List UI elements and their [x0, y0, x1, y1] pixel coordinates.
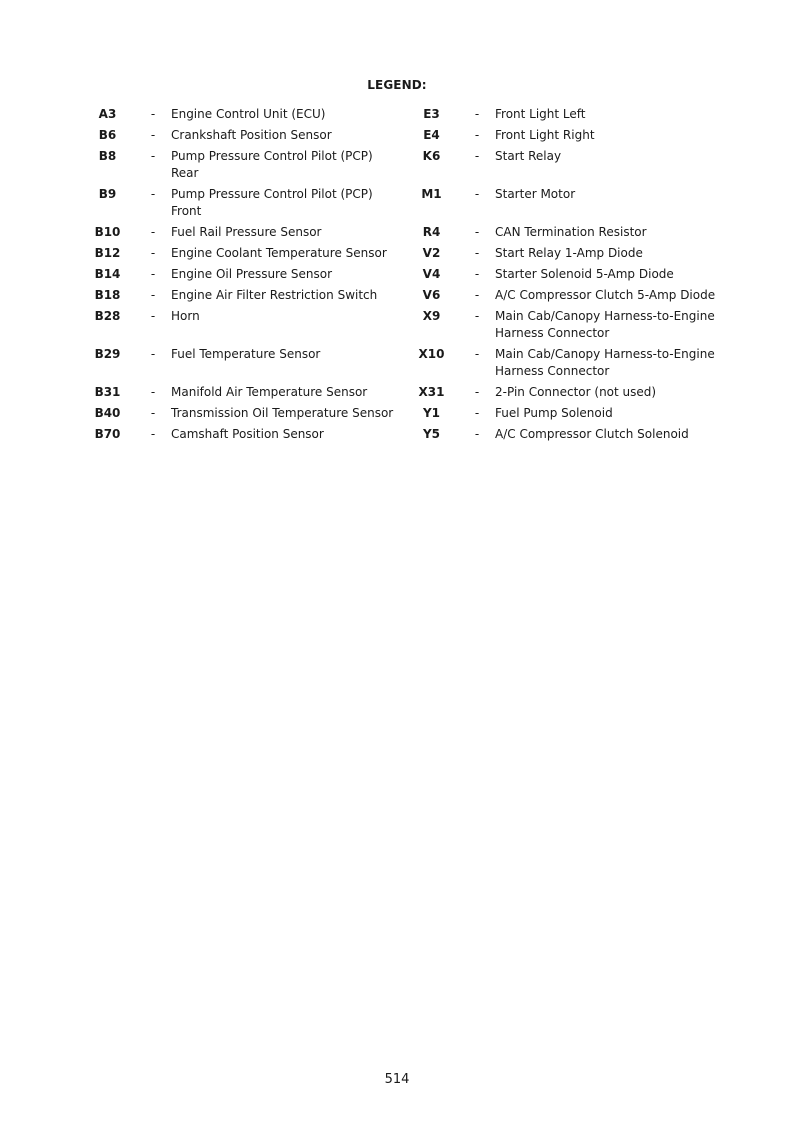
- legend-description: Horn: [171, 309, 200, 323]
- legend-description: Front Light Left: [495, 107, 586, 121]
- legend-code: V2: [422, 246, 441, 260]
- legend-code: X9: [422, 309, 441, 323]
- legend-separator: -: [474, 406, 480, 420]
- legend-description: Engine Oil Pressure Sensor: [171, 267, 333, 281]
- legend-separator: -: [474, 267, 480, 281]
- legend-row: [404, 426, 734, 447]
- legend-separator: -: [150, 246, 156, 260]
- legend-code: B70: [94, 427, 121, 441]
- legend-description: 2-Pin Connector (not used): [495, 385, 657, 399]
- page-number: 514: [384, 1072, 410, 1087]
- legend-row: [80, 405, 410, 426]
- legend-separator: -: [150, 128, 156, 142]
- legend-separator: -: [150, 267, 156, 281]
- legend-row: [80, 245, 410, 266]
- legend-description: Engine Air Filter Restriction Switch: [171, 288, 378, 302]
- legend-row: [404, 346, 734, 384]
- legend-code: E4: [423, 128, 440, 142]
- legend-separator: -: [474, 288, 480, 302]
- legend-description: Main Cab/Canopy Harness-to-Engine Harness Connector: [495, 309, 715, 340]
- legend-row: [404, 287, 734, 308]
- legend-separator: -: [474, 187, 480, 201]
- legend-row: [404, 148, 734, 186]
- legend-title: LEGEND:: [367, 78, 427, 92]
- legend-description: Engine Control Unit (ECU): [171, 107, 326, 121]
- legend-separator: -: [150, 427, 156, 441]
- legend-description: Crankshaft Position Sensor: [171, 128, 332, 142]
- legend-code: R4: [422, 225, 441, 239]
- legend-separator: -: [150, 187, 156, 201]
- legend-code: K6: [422, 149, 441, 163]
- legend-row: [80, 426, 410, 447]
- legend-description: Fuel Temperature Sensor: [171, 347, 321, 361]
- legend-separator: -: [150, 406, 156, 420]
- legend-description: Main Cab/Canopy Harness-to-Engine Harness Connector: [495, 347, 715, 378]
- legend-code: B18: [94, 288, 121, 302]
- legend-row: [404, 224, 734, 245]
- legend-row: [404, 127, 734, 148]
- legend-description: Fuel Pump Solenoid: [495, 406, 613, 420]
- legend-code: B40: [94, 406, 121, 420]
- legend-separator: -: [474, 427, 480, 441]
- legend-description: Transmission Oil Temperature Sensor: [171, 406, 394, 420]
- legend-row: [404, 245, 734, 266]
- legend-right-column: [404, 106, 734, 447]
- legend-separator: -: [150, 149, 156, 163]
- legend-description: Start Relay: [495, 149, 562, 163]
- legend-row: [80, 266, 410, 287]
- legend-description: Start Relay 1-Amp Diode: [495, 246, 643, 260]
- legend-description: Starter Solenoid 5-Amp Diode: [495, 267, 674, 281]
- legend-row: [404, 186, 734, 224]
- legend-row: [404, 266, 734, 287]
- legend-code: X31: [418, 385, 445, 399]
- legend-code: V4: [422, 267, 441, 281]
- legend-description: A/C Compressor Clutch Solenoid: [495, 427, 689, 441]
- legend-code: B6: [98, 128, 117, 142]
- legend-separator: -: [150, 107, 156, 121]
- legend-separator: -: [474, 347, 480, 361]
- legend-separator: -: [474, 385, 480, 399]
- legend-description: CAN Termination Resistor: [495, 225, 647, 239]
- legend-row: [80, 106, 410, 127]
- legend-description: Engine Coolant Temperature Sensor: [171, 246, 387, 260]
- legend-description: Camshaft Position Sensor: [171, 427, 324, 441]
- legend-code: Y1: [422, 406, 441, 420]
- legend-separator: -: [150, 385, 156, 399]
- legend-row: [80, 346, 410, 384]
- legend-separator: -: [150, 309, 156, 323]
- legend-row: [404, 405, 734, 426]
- legend-description: Starter Motor: [495, 187, 576, 201]
- legend-code: M1: [421, 187, 442, 201]
- legend-code: X10: [418, 347, 445, 361]
- legend-code: B9: [98, 187, 117, 201]
- legend-row: [404, 106, 734, 127]
- legend-description: A/C Compressor Clutch 5-Amp Diode: [495, 288, 716, 302]
- legend-code: B29: [94, 347, 121, 361]
- legend-code: B28: [94, 309, 121, 323]
- legend-description: Fuel Rail Pressure Sensor: [171, 225, 322, 239]
- legend-code: Y5: [422, 427, 441, 441]
- legend-row: [404, 308, 734, 346]
- legend-code: B31: [94, 385, 121, 399]
- legend-separator: -: [474, 149, 480, 163]
- legend-code: B10: [94, 225, 121, 239]
- legend-row: [80, 384, 410, 405]
- legend-code: B14: [94, 267, 121, 281]
- legend-row: [80, 186, 410, 224]
- legend-row: [80, 148, 410, 186]
- legend-left-column: [80, 106, 410, 447]
- legend-row: [404, 384, 734, 405]
- legend-separator: -: [474, 107, 480, 121]
- legend-description: Pump Pressure Control Pilot (PCP) Front: [171, 187, 373, 218]
- legend-code: E3: [423, 107, 440, 121]
- legend-row: [80, 287, 410, 308]
- legend-code: B12: [94, 246, 121, 260]
- legend-separator: -: [474, 128, 480, 142]
- legend-separator: -: [150, 288, 156, 302]
- legend-code: V6: [422, 288, 441, 302]
- legend-separator: -: [474, 309, 480, 323]
- legend-code: B8: [98, 149, 117, 163]
- legend-code: A3: [98, 107, 117, 121]
- legend-row: [80, 308, 410, 346]
- legend-row: [80, 224, 410, 245]
- legend-separator: -: [474, 246, 480, 260]
- legend-separator: -: [474, 225, 480, 239]
- legend-separator: -: [150, 225, 156, 239]
- legend-description: Manifold Air Temperature Sensor: [171, 385, 368, 399]
- legend-row: [80, 127, 410, 148]
- legend-description: Pump Pressure Control Pilot (PCP) Rear: [171, 149, 373, 180]
- legend-description: Front Light Right: [495, 128, 595, 142]
- legend-separator: -: [150, 347, 156, 361]
